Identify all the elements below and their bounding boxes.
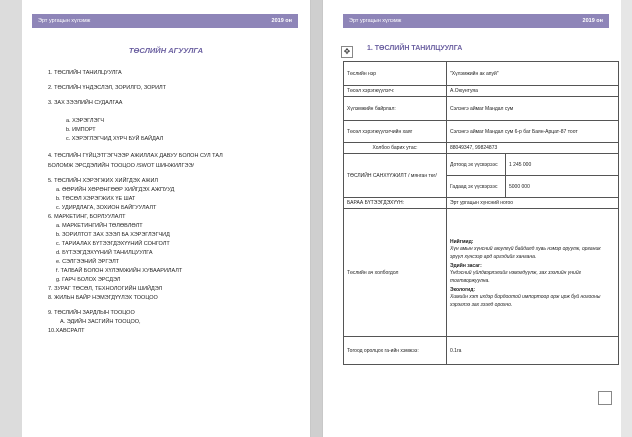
toc-subitem: a. ХЭРЭГЛЭГЧ (66, 118, 105, 124)
cell-value: "Хүлэмжийн ак апуй" (447, 62, 619, 86)
header-year: 2019 он (271, 18, 292, 24)
toc-item: 2. ТӨСЛИЙН ҮНДЭСЛЭЛ, ЗОРИЛГО, ЗОРИЛТ (48, 85, 167, 91)
social-text: Хүн амын хүнсний аюулгүй байдалд хувь нэмэр оруулж, органик эрүүл хүнсээр ард иргэдийг хангана. (450, 245, 601, 260)
toc-subitem: d. БҮТЭЭГДЭХҮҮНИЙ ТАНИЛЦУУЛГА (56, 250, 153, 256)
cell-sublabel: Дотоод эх үүсвэрээс (447, 154, 506, 176)
econ-heading: Эдийн засаг: (450, 262, 482, 269)
cell-sublabel: Гадаад эх үүсвэрээс (447, 176, 506, 198)
toc-subitem: f. ТАЛБАЙ БОЛОН ХҮЛЭМЖИЙН ХУВААРИЛАЛТ (56, 268, 183, 274)
econ-text: Үндэсний үйлдвэрлэлийг нэмэгдүүлж, зах зээлийн үнийг тогтворжуулна. (450, 269, 582, 284)
social-heading: Нийгмид: (450, 238, 474, 245)
eco-heading: Экологид: (450, 286, 476, 293)
table-resize-handle[interactable] (598, 391, 612, 405)
cell-value: Эрт ургацын хүнсний ногоо (447, 198, 619, 209)
scroll-rail[interactable] (620, 0, 632, 437)
table-move-handle-icon[interactable]: ✥ (341, 46, 353, 58)
header-year: 2019 он (582, 18, 603, 24)
cell-label: Тогоод оролцох га-ийн хэмжээ: (344, 337, 447, 365)
toc-subitem: А. ЭДИЙН ЗАСГИЙН ТООЦОО, (60, 319, 141, 325)
cell-label: Төслийн ач холбогдол (344, 209, 447, 337)
header-title: Эрт ургацын хүлэмж (38, 18, 91, 24)
toc-subitem: c. ХЭРЭГЛЭГЧИД ХҮРЧ БУЙ БАЙДАЛ (66, 136, 164, 142)
eco-text: Химийн хэт ихдэр бордоотой импортоор орж ирж буй ногооны хэрэглээ зах зээлд орохно. (450, 293, 601, 308)
cell-label: Хүлэмжийн байрлал: (344, 97, 447, 121)
toc-item: 4. ТӨСЛИЙН ГҮЙЦЭТГЭГЧЭЭР АЖИЛЛАХ ДАВУУ БОЛОН СУЛ ТАЛ (48, 153, 223, 159)
toc-item: 10.ХАВСРАЛТ (48, 328, 85, 334)
toc-item: 9. ТӨСЛИЙН ЗАРДЛЫН ТООЦОО (48, 310, 135, 316)
cell-value: 88049347, 99824873 (447, 143, 619, 154)
toc-item: 3. ЗАХ ЗЭЭЛИЙН СУДАЛГАА (48, 100, 123, 106)
toc-item: 8. ЖИЛЬН БАЙР НЭМЭГДҮҮЛЭХ ТООЦОО (48, 295, 158, 301)
effect-notes (447, 209, 619, 337)
page-header (32, 14, 298, 28)
cell-label: Төслийн нэр (344, 62, 447, 86)
cell-label: ТӨСЛИЙН САНХҮҮЖИЛТ / мянган төг/ (344, 154, 447, 198)
toc-item: 6. МАРКЕТИНГ, БОРЛУУЛАЛТ (48, 214, 126, 220)
cell-value: 0.1га (447, 337, 619, 365)
toc-subitem: b. ЗОРИЛТОТ ЗАХ ЗЭЭЛ БА ХЭРЭГЛЭГЧИД (56, 232, 170, 238)
toc-item-cont: БОЛОМЖ ЭРСДЭЛИЙН ТООЦОО /SWOT ШИНЖИЛГЭЭ/ (48, 163, 194, 169)
toc-subitem: c. ТАРИАЛАХ БҮТЭЭГДЭХҮҮНИЙ СОНГОЛТ (56, 241, 170, 247)
section-title: 1. ТӨСЛИЙН ТАНИЛЦУУЛГА (367, 45, 463, 52)
toc-title: ТӨСЛИЙН АГУУЛГА (128, 46, 204, 55)
toc-subitem: g. ГАРЧ БОЛОХ ЭРСДЭЛ (56, 277, 121, 283)
cell-label: Холбоо барих утас: (344, 143, 447, 154)
cell-value: 1 245 000 (506, 154, 619, 176)
right-page (322, 0, 621, 437)
page-gutter (310, 0, 322, 437)
toc-subitem: b. ИМПОРТ (66, 127, 96, 133)
cell-label: Төсөл хэрэгжүүлэгчийн хаяг (344, 121, 447, 143)
header-title: Эрт ургацын хүлэмж (349, 18, 402, 24)
cell-value: Сэлэнгэ аймаг Мандал сум (447, 97, 619, 121)
cell-value: Сэлэнгэ аймаг Мандал сум 6-р баг Баян-Арцат-87 тоот (447, 121, 619, 143)
toc-subitem: e. СЭЛГЭЭНИЙ ЭРГЭЛТ (56, 259, 120, 265)
cell-value: А.Оюунтуяа (447, 86, 619, 97)
project-info-table (343, 61, 619, 365)
cell-label: БАРАА БҮТЭЭГДЭХҮҮН: (344, 198, 447, 209)
left-page (22, 0, 311, 437)
toc-subitem: a. МАРКЕТИНГИЙН ТӨЛӨВЛӨЛТ (56, 223, 143, 229)
toc-subitem: a. ӨӨРИЙН ХӨРӨНГӨӨР ХИЙГДЭХ АЖПУУД (56, 187, 175, 193)
cell-value: 5000 000 (506, 176, 619, 198)
toc-subitem: c. УДИРДЛАГА, ЗОХИОН БАЙГУУЛАЛТ (56, 205, 157, 211)
cell-label: Төсөл хэрэгжүүлэгч: (344, 86, 447, 97)
toc-subitem: b. ТӨСӨЛ ХЭРЭГЖИХ ҮЕ ШАТ (56, 196, 136, 202)
toc-item: 1. ТӨСЛИЙН ТАНИЛЦУУЛГА (48, 70, 122, 76)
page-header (343, 14, 609, 28)
toc-item: 5. ТӨСЛИЙН ХЭРЭГЖИХ ХИЙГДЭХ АЖИЛ (48, 178, 158, 184)
toc-item: 7. ЗУРАГ ТӨСӨЛ, ТЕХНОЛОГИЙН ШИЙДЭЛ (48, 286, 163, 292)
